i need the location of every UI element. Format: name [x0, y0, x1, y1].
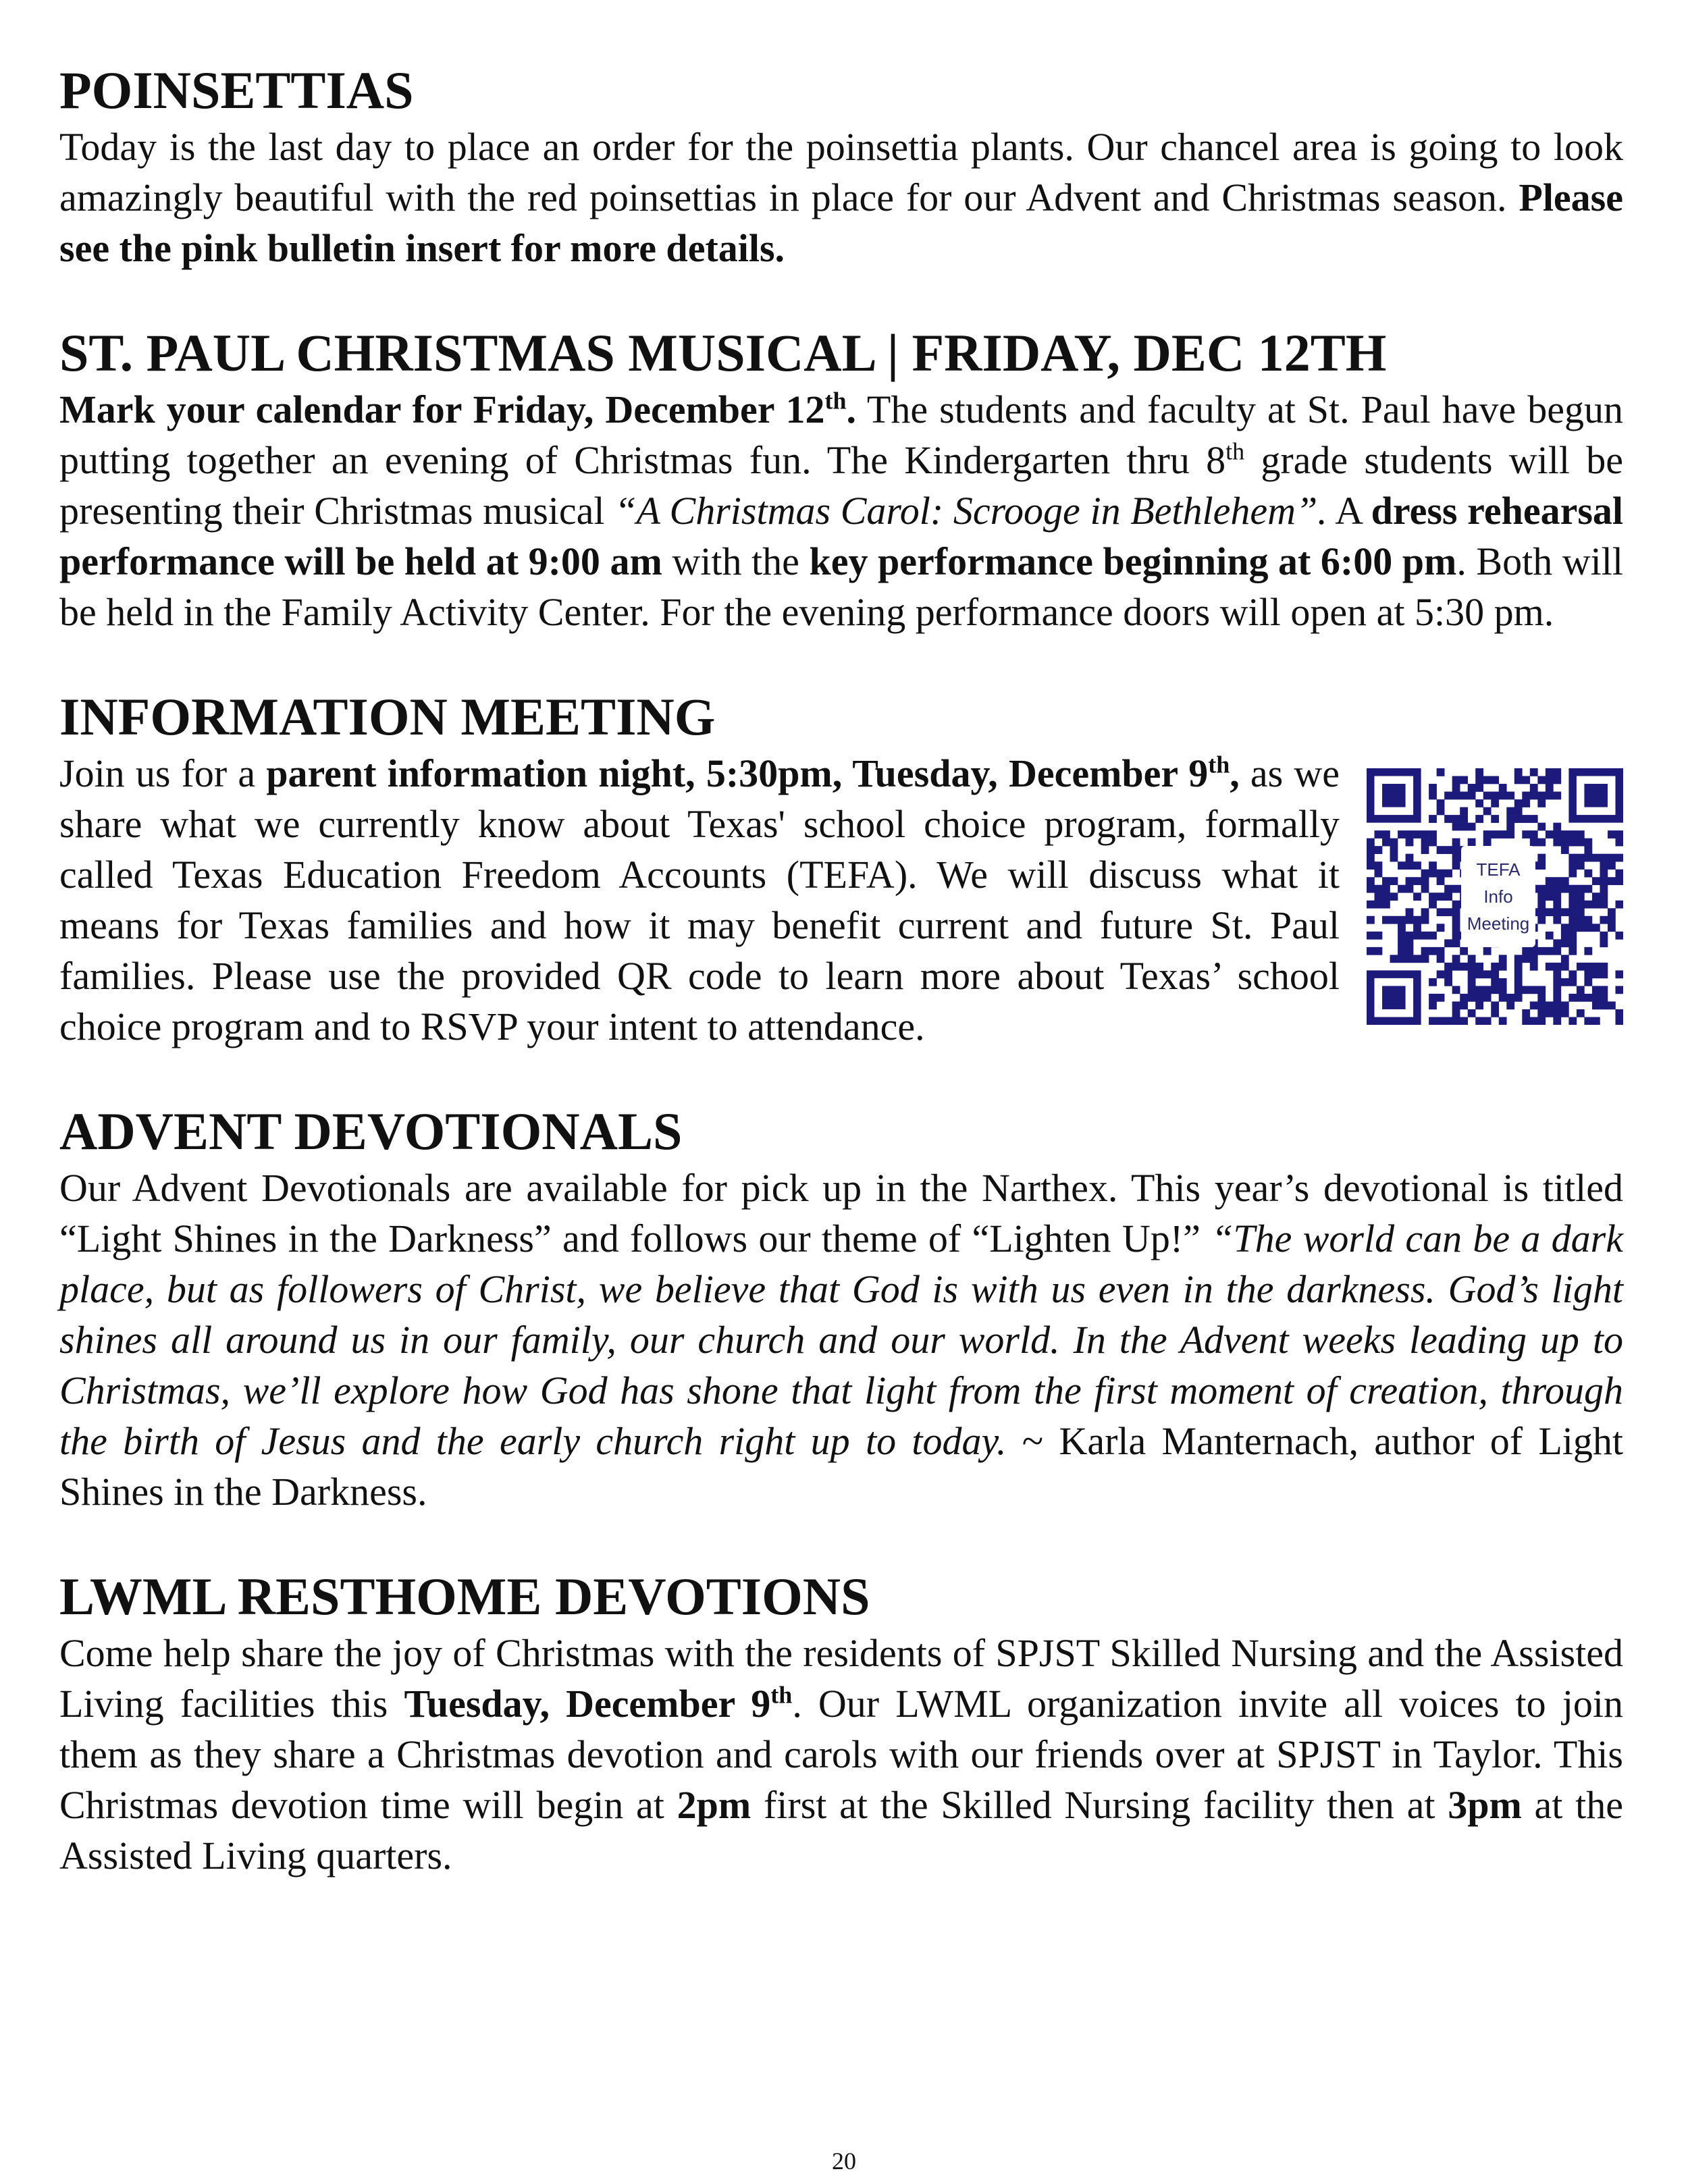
lwml-text3: first at the Skilled Nursing facility then at [751, 1783, 1448, 1827]
musical-lead-sup: th [824, 387, 847, 415]
advent-text1: Our Advent Devotionals are available for pick up in the Narthex. This year’s devotional is titled “Light Shines in the Darkness” and follows our theme of “Lighten Up!” [59, 1166, 1623, 1260]
meeting-heading: INFORMATION MEETING [59, 687, 716, 746]
advent-heading: ADVENT DEVOTIONALS [59, 1102, 683, 1161]
lwml-date-sup: th [770, 1681, 793, 1709]
lwml-section [59, 1566, 1623, 1881]
musical-text3: A [1327, 489, 1371, 533]
meeting-date [266, 751, 1240, 795]
qr-label-line1: TEFA [1476, 859, 1521, 880]
musical-text1: The students and faculty at St. Paul have begun putting together an evening of Christmas fun. The Kindergarten thru 8 [59, 388, 1623, 482]
lwml-text1: Come help share the joy of Christmas with the residents of SPJST Skilled Nursing and the Assisted Living facilities this [59, 1631, 1623, 1726]
advent-quote: “The world can be a dark place, but as followers of Christ, we believe that God is with us even in the darkness. God’s light shines all around us in our family, our church and our world. In the Advent weeks leading up to Christmas, we’ll explore how God has shone that light from the first moment of creation, through the birth of Jesus and the early church right up to today. [59, 1217, 1623, 1463]
musical-lead-end: . [846, 388, 856, 431]
lwml-heading: LWML RESTHOME DEVOTIONS [59, 1567, 870, 1626]
musical-section [59, 322, 1623, 637]
performance-time: key performance beginning at 6:00 pm [809, 539, 1457, 583]
musical-lead-text: Mark your calendar for Friday, December 12 [59, 388, 825, 431]
musical-title: “A Christmas Carol: Scrooge in Bethlehem”. [614, 489, 1327, 533]
musical-text1-sup: th [1225, 437, 1245, 465]
musical-lead [59, 388, 856, 431]
bulletin-page [59, 59, 1623, 1929]
qr-label-line3: Meeting [1467, 913, 1530, 934]
lwml-paragraph [59, 1628, 1623, 1881]
lwml-time-1: 2pm [677, 1783, 751, 1827]
lwml-text4: at the Assisted Living quarters. [59, 1783, 1623, 1877]
advent-attribution: ~ Karla Manternach, author of Light Shines in the Darkness. [59, 1419, 1624, 1514]
poinsettias-note: Please see the pink bulletin insert for more details. [59, 176, 1623, 270]
poinsettias-paragraph [59, 122, 1623, 273]
poinsettias-heading: POINSETTIAS [59, 61, 414, 119]
musical-text5: . Both will be held in the Family Activity Center. For the evening performance doors will open at 5:30 pm. [59, 539, 1623, 634]
lwml-text2: Our LWML organization invite all voices to join them as they share a Christmas devotion and carols with our friends over at SPJST in Taylor. This Christmas devotion time will begin at [59, 1682, 1623, 1827]
lwml-date [404, 1682, 792, 1726]
musical-heading: ST. PAUL CHRISTMAS MUSICAL | FRIDAY, DEC 12TH [59, 323, 1387, 382]
rehearsal-time: dress rehearsal performance will be held at 9:00 am [59, 489, 1623, 583]
meeting-text2: as we share what we currently know about Texas' school choice program, formally called Texas Education Freedom Accounts (TEFA). We will discuss what it means for Texas families and how it may benefit current and future St. Paul families. Please use the provided QR code to learn more about Texas’ school choice program and to RSVP your intent to attendance. [59, 751, 1340, 1048]
lwml-date-text: Tuesday, December 9 [404, 1682, 771, 1726]
meeting-section [59, 686, 1623, 1052]
meeting-date-end: , [1230, 751, 1240, 795]
meeting-text1: Join us for a [59, 751, 267, 795]
musical-text2: grade students will be presenting their Christmas musical [59, 438, 1623, 533]
meeting-date-text: parent information night, 5:30pm, Tuesday, December 9 [266, 751, 1209, 795]
qr-label-line2: Info [1483, 886, 1513, 907]
qr-code[interactable] [1367, 768, 1623, 1025]
qr-label [1461, 846, 1535, 947]
page-number: 20 [832, 2148, 856, 2175]
musical-text4: with the [662, 539, 810, 583]
advent-section [59, 1100, 1623, 1517]
meeting-date-sup: th [1208, 751, 1230, 778]
poinsettias-section [59, 59, 1623, 273]
lwml-time-2: 3pm [1448, 1783, 1522, 1827]
lwml-date-end: . [792, 1682, 802, 1726]
advent-paragraph [59, 1163, 1623, 1517]
meeting-paragraph [59, 748, 1623, 1052]
poinsettias-body: Today is the last day to place an order for the poinsettia plants. Our chancel area is going to look amazingly beautiful with the red poinsettias in place for our Advent and Christmas season. [59, 125, 1623, 219]
musical-paragraph [59, 384, 1623, 637]
